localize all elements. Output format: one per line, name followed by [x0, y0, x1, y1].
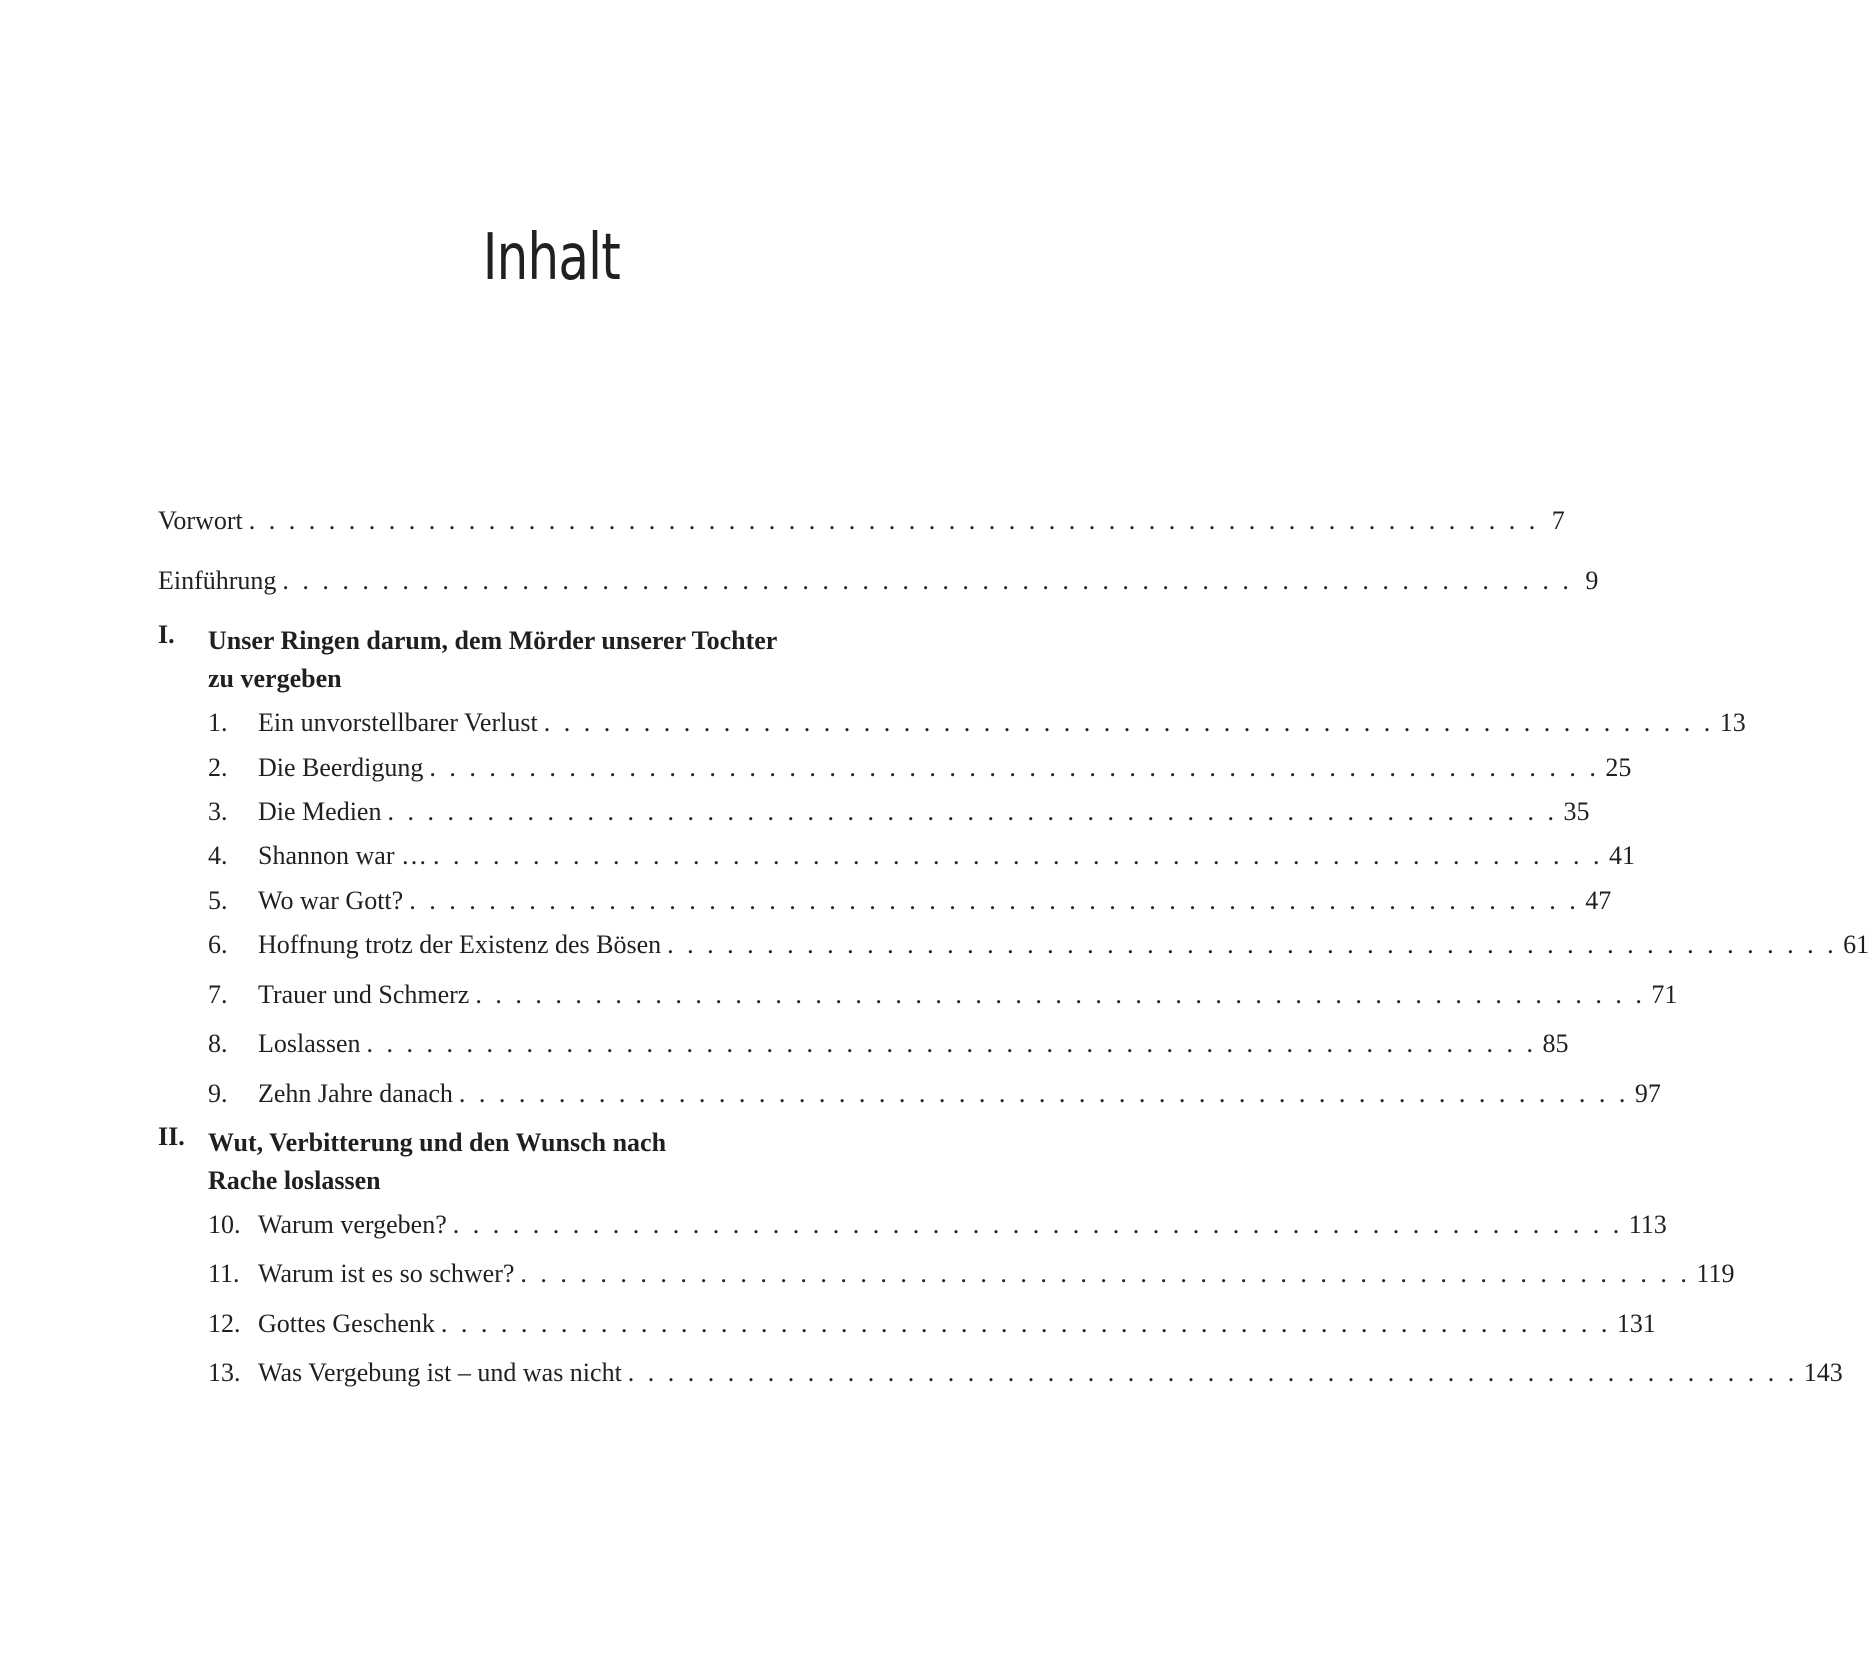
toc-entry-label: Vorwort	[158, 506, 243, 535]
toc-chapter-row[interactable]	[208, 708, 1746, 737]
chapter-page-number: 143	[1803, 1358, 1843, 1387]
chapter-number: 2.	[208, 753, 228, 782]
chapter-number: 7.	[208, 980, 228, 1009]
dot-leader: . . . . . . . . . . . . . . . . . . . . . . . . . . . . . . . . . . . . . . . . . . . . . . . . . . . . . . . . . . .	[520, 1259, 1691, 1288]
dot-leader: . . . . . . . . . . . . . . . . . . . . . . . . . . . . . . . . . . . . . . . . . . . . . . . . . . . . . . . . . . .	[429, 753, 1600, 782]
chapter-number: 13.	[208, 1358, 241, 1387]
toc-chapter-row[interactable]	[208, 753, 1632, 782]
part-title-line: zu vergeben	[208, 664, 342, 693]
dot-leader: . . . . . . . . . . . . . . . . . . . . . . . . . . . . . . . . . . . . . . . . . . . . . . . . . . . . . . . . . . .	[432, 841, 1603, 870]
dot-leader: . . . . . . . . . . . . . . . . . . . . . . . . . . . . . . . . . . . . . . . . . . . . . . . . . . . . . . . . . . .	[475, 980, 1646, 1009]
toc-entry-label: Einführung	[158, 566, 277, 595]
dot-leader: . . . . . . . . . . . . . . . . . . . . . . . . . . . . . . . . . . . . . . . . . . . . . . . . . . . . . . . . . . .	[543, 708, 1714, 737]
chapter-page-number: 61	[1843, 930, 1869, 959]
toc-chapter-row[interactable]	[208, 1079, 1661, 1108]
page-title: Inhalt	[482, 221, 621, 295]
chapter-title: Zehn Jahre danach	[258, 1079, 453, 1108]
chapter-page-number: 113	[1628, 1210, 1667, 1239]
chapter-title: Gottes Geschenk	[258, 1309, 435, 1338]
part-title	[208, 1124, 908, 1200]
chapter-page-number: 25	[1605, 753, 1632, 782]
chapter-number: 5.	[208, 886, 228, 915]
dot-leader: . . . . . . . . . . . . . . . . . . . . . . . . . . . . . . . . . . . . . . . . . . . . . . . . . . . . . . . . . . .	[452, 1210, 1623, 1239]
chapter-title: Warum ist es so schwer?	[258, 1259, 515, 1288]
chapter-number: 6.	[208, 930, 228, 959]
toc-chapter-row[interactable]	[208, 1210, 1667, 1239]
dot-leader: . . . . . . . . . . . . . . . . . . . . . . . . . . . . . . . . . . . . . . . . . . . . . . . . . . . . . . . . . . .	[387, 797, 1558, 826]
part-title	[208, 622, 908, 698]
chapter-title: Warum vergeben?	[258, 1210, 447, 1239]
chapter-title: Die Medien	[258, 797, 382, 826]
chapter-page-number: 13	[1719, 708, 1746, 737]
part-title-line: Unser Ringen darum, dem Mörder unserer Tochter	[208, 626, 778, 655]
dot-leader: . . . . . . . . . . . . . . . . . . . . . . . . . . . . . . . . . . . . . . . . . . . . . . . . . . . . . . . . . . .	[409, 886, 1580, 915]
toc-chapter-row[interactable]	[208, 1259, 1735, 1288]
dot-leader: . . . . . . . . . . . . . . . . . . . . . . . . . . . . . . . . . . . . . . . . . . . . . . . . . . . . . . . . . . .	[627, 1358, 1798, 1387]
chapter-number: 9.	[208, 1079, 228, 1108]
part-title-line: Rache loslassen	[208, 1166, 381, 1195]
chapter-number: 10.	[208, 1210, 241, 1239]
chapter-page-number: 47	[1585, 886, 1612, 915]
toc-chapter-row[interactable]	[208, 1309, 1656, 1338]
chapter-title: Shannon war …	[258, 841, 427, 870]
toc-entry-vorwort[interactable]	[158, 506, 1565, 535]
toc-chapter-row[interactable]	[208, 1358, 1843, 1387]
chapter-page-number: 97	[1634, 1079, 1661, 1108]
chapter-title: Was Vergebung ist – und was nicht	[258, 1358, 622, 1387]
chapter-title: Wo war Gott?	[258, 886, 404, 915]
dot-leader: . . . . . . . . . . . . . . . . . . . . . . . . . . . . . . . . . . . . . . . . . . . . . . . . . . . . . . . . . . . . . . . . .	[282, 566, 1573, 595]
chapter-page-number: 85	[1542, 1029, 1569, 1058]
chapter-page-number: 35	[1563, 797, 1590, 826]
dot-leader: . . . . . . . . . . . . . . . . . . . . . . . . . . . . . . . . . . . . . . . . . . . . . . . . . . . . . . . . . . . . . . . . .	[248, 506, 1539, 535]
toc-chapter-row[interactable]	[208, 930, 1869, 959]
dot-leader: . . . . . . . . . . . . . . . . . . . . . . . . . . . . . . . . . . . . . . . . . . . . . . . . . . . . . . . . . . .	[440, 1309, 1611, 1338]
chapter-number: 8.	[208, 1029, 228, 1058]
chapter-title: Trauer und Schmerz	[258, 980, 470, 1009]
chapter-page-number: 41	[1608, 841, 1635, 870]
toc-chapter-row[interactable]	[208, 797, 1590, 826]
toc-page-number: 7	[1551, 506, 1565, 535]
chapter-title: Ein unvorstellbarer Verlust	[258, 708, 538, 737]
chapter-number: 4.	[208, 841, 228, 870]
toc-entry-einfuehrung[interactable]	[158, 566, 1599, 595]
chapter-number: 1.	[208, 708, 228, 737]
chapter-page-number: 71	[1651, 980, 1678, 1009]
chapter-number: 11.	[208, 1259, 240, 1288]
toc-chapter-row[interactable]	[208, 980, 1678, 1009]
part-title-line: Wut, Verbitterung und den Wunsch nach	[208, 1128, 667, 1157]
chapter-page-number: 131	[1616, 1309, 1656, 1338]
chapter-page-number: 119	[1696, 1259, 1735, 1288]
dot-leader: . . . . . . . . . . . . . . . . . . . . . . . . . . . . . . . . . . . . . . . . . . . . . . . . . . . . . . . . . . .	[667, 930, 1838, 959]
chapter-number: 12.	[208, 1309, 241, 1338]
dot-leader: . . . . . . . . . . . . . . . . . . . . . . . . . . . . . . . . . . . . . . . . . . . . . . . . . . . . . . . . . . .	[458, 1079, 1629, 1108]
part-number: I.	[158, 620, 175, 649]
dot-leader: . . . . . . . . . . . . . . . . . . . . . . . . . . . . . . . . . . . . . . . . . . . . . . . . . . . . . . . . . . .	[366, 1029, 1537, 1058]
chapter-title: Die Beerdigung	[258, 753, 424, 782]
part-number: II.	[158, 1122, 185, 1151]
toc-chapter-row[interactable]	[208, 1029, 1569, 1058]
toc-chapter-row[interactable]	[208, 886, 1612, 915]
toc-page-number: 9	[1585, 566, 1599, 595]
chapter-number: 3.	[208, 797, 228, 826]
chapter-title: Loslassen	[258, 1029, 361, 1058]
toc-chapter-row[interactable]	[208, 841, 1635, 870]
chapter-title: Hoffnung trotz der Existenz des Bösen	[258, 930, 662, 959]
